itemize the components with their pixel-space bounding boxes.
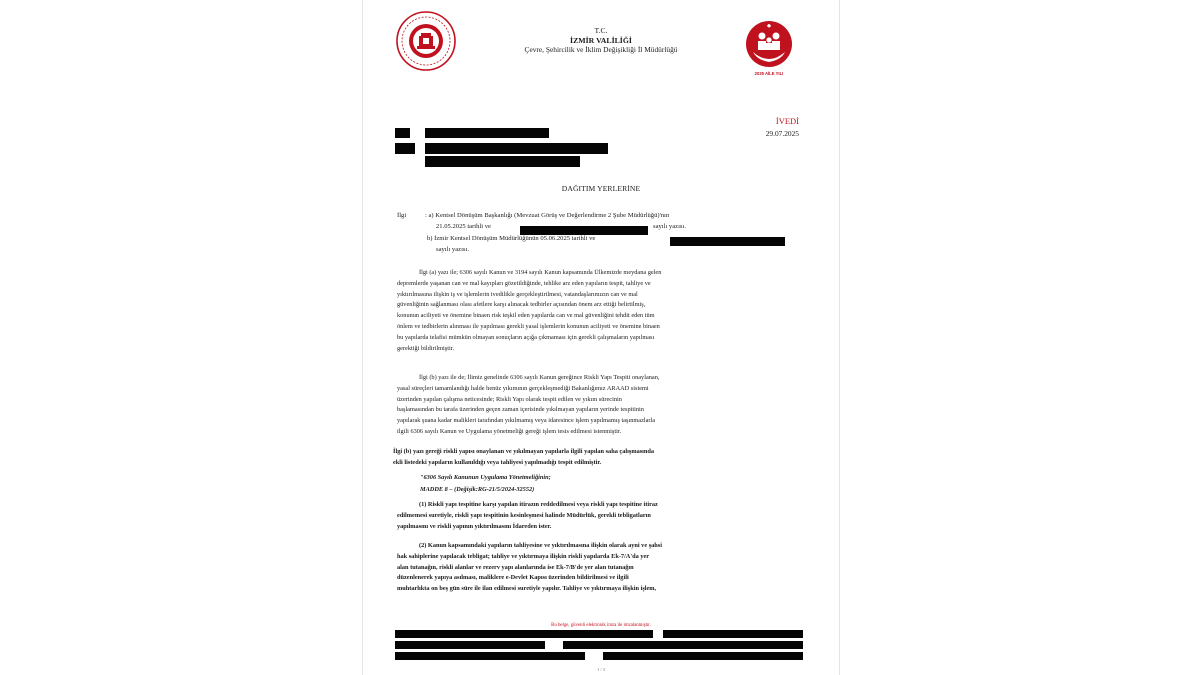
regulation-title: "6306 Sayılı Kanunun Uygulama Yönetmeliğinin; [420, 474, 551, 481]
paragraph-line: İlgi (a) yazı ile; 6306 sayılı Kanun ve 3194 sayılı Kanun kapsamında Ülkemizde meydana gelen [419, 269, 662, 276]
urgency-label: İVEDİ [775, 116, 799, 126]
redaction-bar [395, 652, 585, 660]
header-line-1: T.C. [594, 26, 608, 35]
paragraph-1 [397, 268, 783, 354]
redaction-bar [670, 237, 785, 246]
redaction-bar [425, 128, 549, 138]
paragraph-line: alan tutanağın, riskli alanlar ve rezerv yapı alanlarında ise Ek-7/B'de yer alan tutanağın [397, 563, 634, 571]
redaction-bar [395, 128, 410, 138]
paragraph-line: (1) Riskli yapı tespitine karşı yapılan itirazın reddedilmesi veya riskli yapı tespitine itiraz [419, 501, 658, 508]
paragraph-line: ilgili 6306 sayılı Kanun ve Uygulama yönetmeliği gereği işlem tesis edilmesi istenmiştir. [397, 427, 622, 435]
paragraph-line: yıktırılmasına ilişkin iş ve işlemlerin ivedilikle gerçekleştirilmesi, vatandaşlarımızın can ve mal [397, 290, 638, 298]
paragraph-line: düzenlenerek yapıya asılması, maliklere e-Devlet Kapısı üzerinden bildirilmesi ve ilgili [397, 574, 629, 582]
article-clause-1 [397, 500, 783, 532]
paragraph-line: edilmemesi suretiyle, riskli yapı tespitinin kesinleşmesi halinde Müdürlük, gerekli tebligatların [397, 511, 651, 519]
page-number: 1 / 3 [596, 667, 605, 672]
paragraph-line: bu yapılarda telafisi mümkün olmayan sonuçların açığa çıkmaması için gerekli çalışmaların yapılması [397, 333, 655, 341]
redaction-bar [663, 630, 803, 638]
paragraph-line: hak sahiplerine yapılacak tebligat; tahliye ve yıktırmaya ilişkin riskli yapılarda Ek-7/A'da yer [397, 552, 650, 560]
aile-yili-logo [741, 18, 797, 78]
ilgi-a-line-1: : a) Kentsel Dönüşüm Başkanlığı (Mevzuat Görüş ve Değerlendirme 2 Şube Müdürlüğü)'nın [425, 212, 670, 219]
paragraph-line: gerektiği bildirilmiştir. [397, 344, 455, 352]
redaction-bar [395, 143, 415, 154]
paragraph-line: (2) Kanun kapsamındaki yapıların tahliyesine ve yıktırılmasına ilişkin olarak ayni ve şahsi [419, 542, 663, 549]
article-clause-2 [397, 541, 783, 595]
redaction-bar [603, 652, 803, 660]
paragraph-line: başlamasından bu tarafa üzerinden geçen zaman içerisinde yıkılmayan yapıların yerinde tespitinin [397, 406, 644, 414]
article-heading: MADDE 8 – (Değişik:RG-21/5/2024-32552) [420, 486, 535, 493]
finding-paragraph [393, 447, 795, 469]
distribution-title: DAĞITIM YERLERİNE [561, 184, 641, 193]
paragraph-line: önlem ve tedbirlerin alınması ile yapılması gerekli yasal işlemlerin konunun aciliyeti ve önemine binaen [397, 322, 660, 330]
redaction-bar [563, 641, 803, 649]
document-page [362, 0, 840, 675]
paragraph-line: depremlerde yaşanan can ve mal kayıpları gözetildiğinde, tehlike arz eden yapıların tespit, tahliye ve [397, 279, 651, 287]
aile-yili-text: 2025 AİLE YILI [754, 71, 784, 76]
paragraph-line: ekli listedeki yapıların kullanıldığı veya tahliyesi yapılmadığı tespit edilmiştir. [393, 458, 602, 466]
document-date: 29.07.2025 [765, 129, 799, 138]
paragraph-line: İlgi (b) yazı ile de; İlimiz genelinde 6306 sayılı Kanun gereğince Riskli Yapı Tespiti onaylanan, [419, 374, 660, 381]
redaction-bar [395, 630, 653, 638]
paragraph-line: üzerinden yapılan çalışma neticesinde; Riskli Yapı olarak tespit edilen ve yıkım sürecinin [397, 395, 622, 403]
paragraph-line: yapılarak şuana kadar malikleri tarafından yıkılmamış veya idaresince işlem yapılmamış taşınmazlarla [397, 417, 656, 425]
redaction-bar [395, 641, 545, 649]
paragraph-line: muhtarlıkta on beş gün süre ile ilan edilmesi suretiyle yapılır. Tahliye ve yıktırmaya ilişkin işlem, [397, 585, 657, 593]
header-line-3: Çevre, Şehircilik ve İklim Değişikliği İl Müdürlüğü [524, 45, 678, 55]
redaction-bar [425, 143, 608, 154]
paragraph-line: yasal süreçleri tamamlandığı halde henüz yıkımının gerçekleşmediği Bakanlığımız ARAAD sistemi [397, 384, 649, 392]
ilgi-a-line-2-start: 21.05.2025 tarihli ve [436, 223, 491, 230]
ilgi-b-line-1: b) İzmir Kentsel Dönüşüm Müdürlüğünün 05.06.2025 tarihli ve [427, 235, 596, 242]
header-line-2: İZMİR VALİLİĞİ [570, 35, 632, 45]
ilgi-a-line-2-end: sayılı yazısı. [653, 223, 686, 230]
paragraph-line: yapılmasını ve riskli yapının yıktırılmasını İdareden ister. [397, 522, 552, 530]
redaction-bar [425, 156, 580, 167]
paragraph-line: güvenliğinin sağlanması olası afetlere karşı alınacak tedbirler açısından önem arz ettiği belirtilmiş, [397, 301, 646, 309]
ilgi-label: İlgi [397, 212, 407, 219]
e-signature-note: Bu belge, güvenli elektronik imza ile imzalanmıştır. [551, 623, 651, 628]
paragraph-line: İlgi (b) yazı gereği riskli yapısı onaylanan ve yıkılmayan yapılarla ilgili yapılan saha çalışmasında [393, 448, 655, 455]
paragraph-line: konunun aciliyeti ve önemine binaen risk teşkil eden yapılarda can ve mal güvenliğini tehdit eden tüm [397, 312, 655, 320]
paragraph-2 [397, 373, 783, 438]
ilgi-b-line-2: sayılı yazısı. [436, 246, 469, 253]
